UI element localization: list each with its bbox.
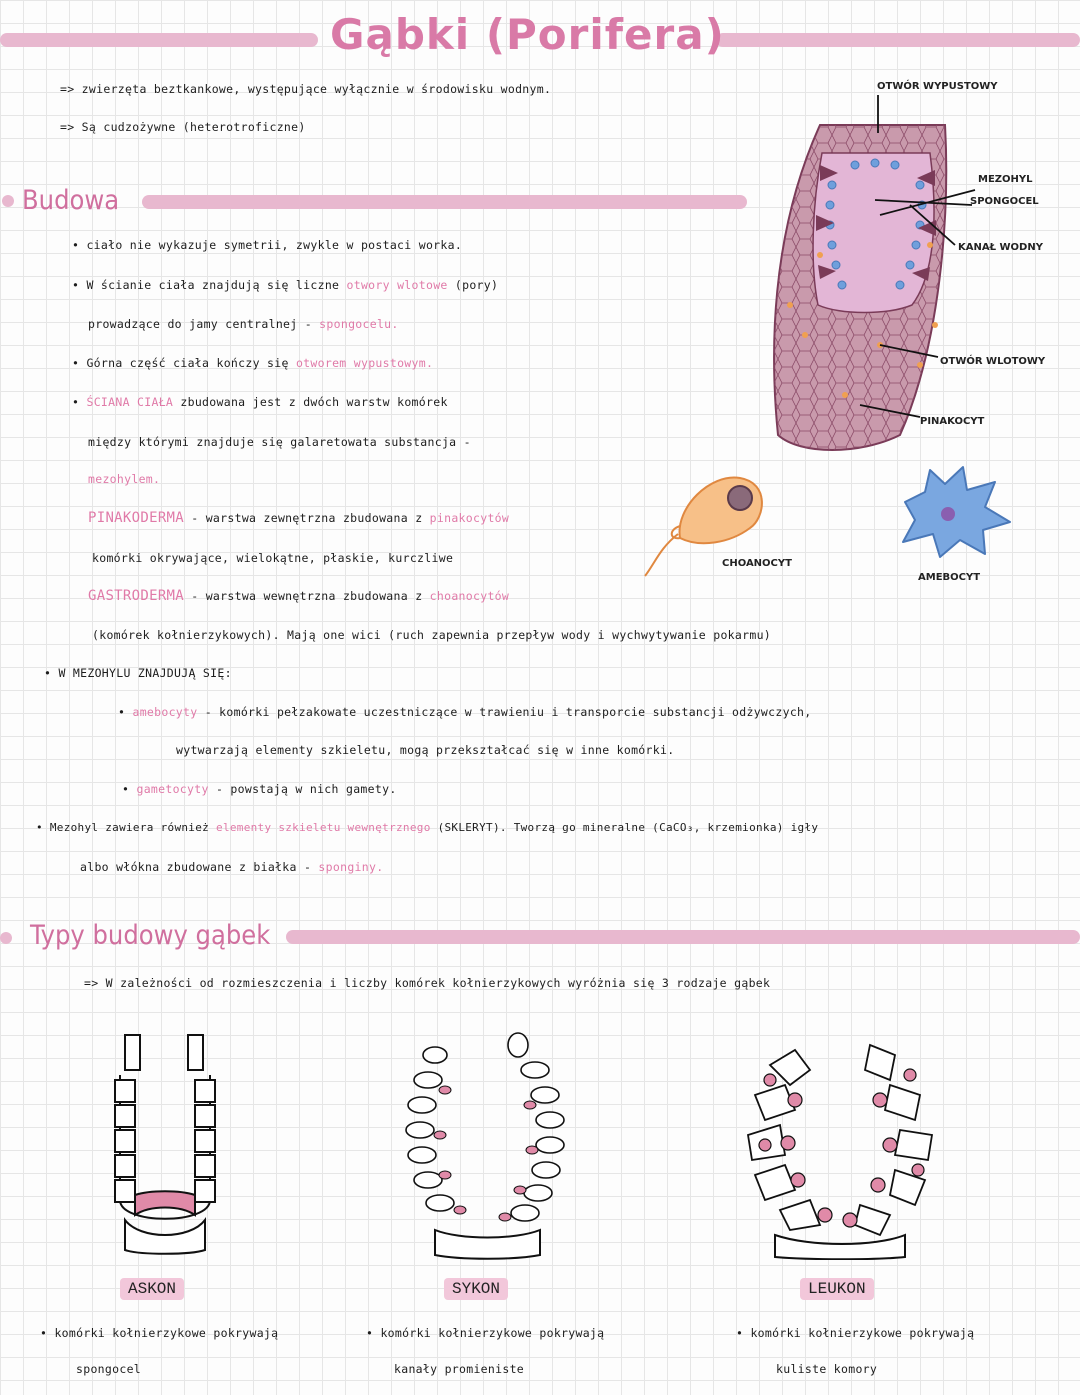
note-line <box>72 356 433 370</box>
note-text: - komórki pełzakowate uczestniczące w trawieniu i transporcie substancji odżywczych, <box>204 705 812 719</box>
type-label-leukon: LEUKON <box>800 1278 874 1300</box>
intro-line-2: => Są cudzożywne (heterotroficzne) <box>60 120 306 134</box>
type-desc-leukon: • komórki kołnierzykowe pokrywają <box>736 1326 975 1340</box>
leukon-illustration <box>740 1025 940 1260</box>
type-desc-askon: • komórki kołnierzykowe pokrywają <box>40 1326 279 1340</box>
typy-intro: => W zależności od rozmieszczenia i liczby komórek kołnierzykowych wyróżnia się 3 rodzaje gąbek <box>84 976 771 990</box>
type-desc-sykon-2: kanały promieniste <box>394 1362 525 1376</box>
label-spongocel: SPONGOCEL <box>970 196 1039 207</box>
note-highlight: choanocytów <box>429 589 510 603</box>
type-desc-askon-2: spongocel <box>76 1362 142 1376</box>
label-otwor-wlotowy: OTWÓR WLOTOWY <box>940 356 1046 367</box>
note-highlight: GASTRODERMA <box>88 588 185 604</box>
type-label-askon: ASKON <box>120 1278 184 1300</box>
type-desc-leukon-2: kuliste komory <box>776 1362 878 1376</box>
note-highlight: otwory wlotowe <box>346 278 448 292</box>
note-line <box>36 821 818 834</box>
page-title: Gąbki (Porifera) <box>330 10 725 59</box>
note-text: • Mezohyl zawiera również <box>36 821 210 834</box>
note-line: (komórek kołnierzykowych). Mają one wici (ruch zapewnia przepływ wody i wychwytywanie pokarmu) <box>92 628 772 642</box>
note-line: • ciało nie wykazuje symetrii, zwykle w postaci worka. <box>72 238 463 252</box>
note-line: wytwarzają elementy szkieletu, mogą przekształcać się w inne komórki. <box>176 743 675 757</box>
note-highlight: sponginy. <box>318 860 384 874</box>
label-mezohyl: MEZOHYL <box>978 174 1033 185</box>
type-desc-sykon: • komórki kołnierzykowe pokrywają <box>366 1326 605 1340</box>
note-line <box>118 705 812 719</box>
label-otwor-wypustowy: OTWÓR WYPUSTOWY <box>877 81 998 92</box>
note-line <box>88 317 399 331</box>
note-text: - powstają w nich gamety. <box>215 782 397 796</box>
note-highlight: pinakocytów <box>429 511 510 525</box>
note-highlight: gametocyty <box>136 782 209 796</box>
note-line: komórki okrywające, wielokątne, płaskie, kurczliwe <box>92 551 454 565</box>
sponge-diagram <box>760 95 1080 465</box>
note-highlight: elementy szkieletu wewnętrznego <box>216 821 431 834</box>
note-text: - warstwa wewnętrzna zbudowana z <box>191 589 423 603</box>
note-line: między którymi znajduje się galaretowata substancja - <box>88 435 471 449</box>
note-text: • <box>72 395 80 409</box>
typy-bar <box>286 930 1080 944</box>
title-bar-left <box>0 33 318 47</box>
note-text: (pory) <box>454 278 499 292</box>
note-line <box>122 782 397 796</box>
askon-illustration <box>100 1025 230 1260</box>
note-line: • W MEZOHYLU ZNAJDUJĄ SIĘ: <box>44 666 232 680</box>
heading-bullet <box>2 195 14 207</box>
note-line <box>88 588 509 604</box>
note-text: • <box>122 782 130 796</box>
sykon-illustration <box>400 1025 575 1260</box>
type-label-sykon: SYKON <box>444 1278 508 1300</box>
note-text: • W ścianie ciała znajdują się liczne <box>72 278 340 292</box>
note-line: mezohylem. <box>88 472 161 486</box>
section-heading-typy: Typy budowy gąbek <box>30 920 271 951</box>
note-text: • <box>118 705 126 719</box>
amebocyte-illustration <box>885 462 1020 562</box>
label-amebocyt: AMEBOCYT <box>918 572 981 583</box>
label-pinakocyt: PINAKOCYT <box>920 416 985 427</box>
note-text: zbudowana jest z dwóch warstw komórek <box>180 395 448 409</box>
note-text: z białka - <box>238 860 312 874</box>
budowa-bar <box>142 195 747 209</box>
intro-line-1: => zwierzęta beztkankowe, występujące wyłącznie w środowisku wodnym. <box>60 82 552 96</box>
heading-bullet <box>0 932 12 944</box>
note-highlight: spongocelu. <box>319 317 399 331</box>
note-line <box>88 510 509 526</box>
section-heading-budowa: Budowa <box>22 185 120 216</box>
note-text: - warstwa zewnętrzna zbudowana z <box>191 511 423 525</box>
label-kanal-wodny: KANAŁ WODNY <box>958 242 1043 253</box>
note-highlight: otworem wypustowym. <box>295 356 434 370</box>
note-text: albo włókna zbudowane <box>80 860 232 874</box>
label-choanocyt: CHOANOCYT <box>722 558 792 569</box>
note-text: • Górna część ciała kończy się <box>72 356 289 370</box>
note-line <box>80 860 383 874</box>
note-line <box>72 278 498 292</box>
note-line <box>72 395 448 409</box>
note-highlight: amebocyty <box>132 705 198 719</box>
note-text: (SKLERYT). Tworzą go mineralne (CaCO₃, krzemionka) igły <box>437 821 819 834</box>
note-highlight: ŚCIANA CIAŁA <box>86 395 174 409</box>
note-highlight: PINAKODERMA <box>88 510 185 526</box>
title-bar-right <box>716 33 1080 47</box>
note-text: prowadzące do jamy centralnej - <box>88 317 312 331</box>
